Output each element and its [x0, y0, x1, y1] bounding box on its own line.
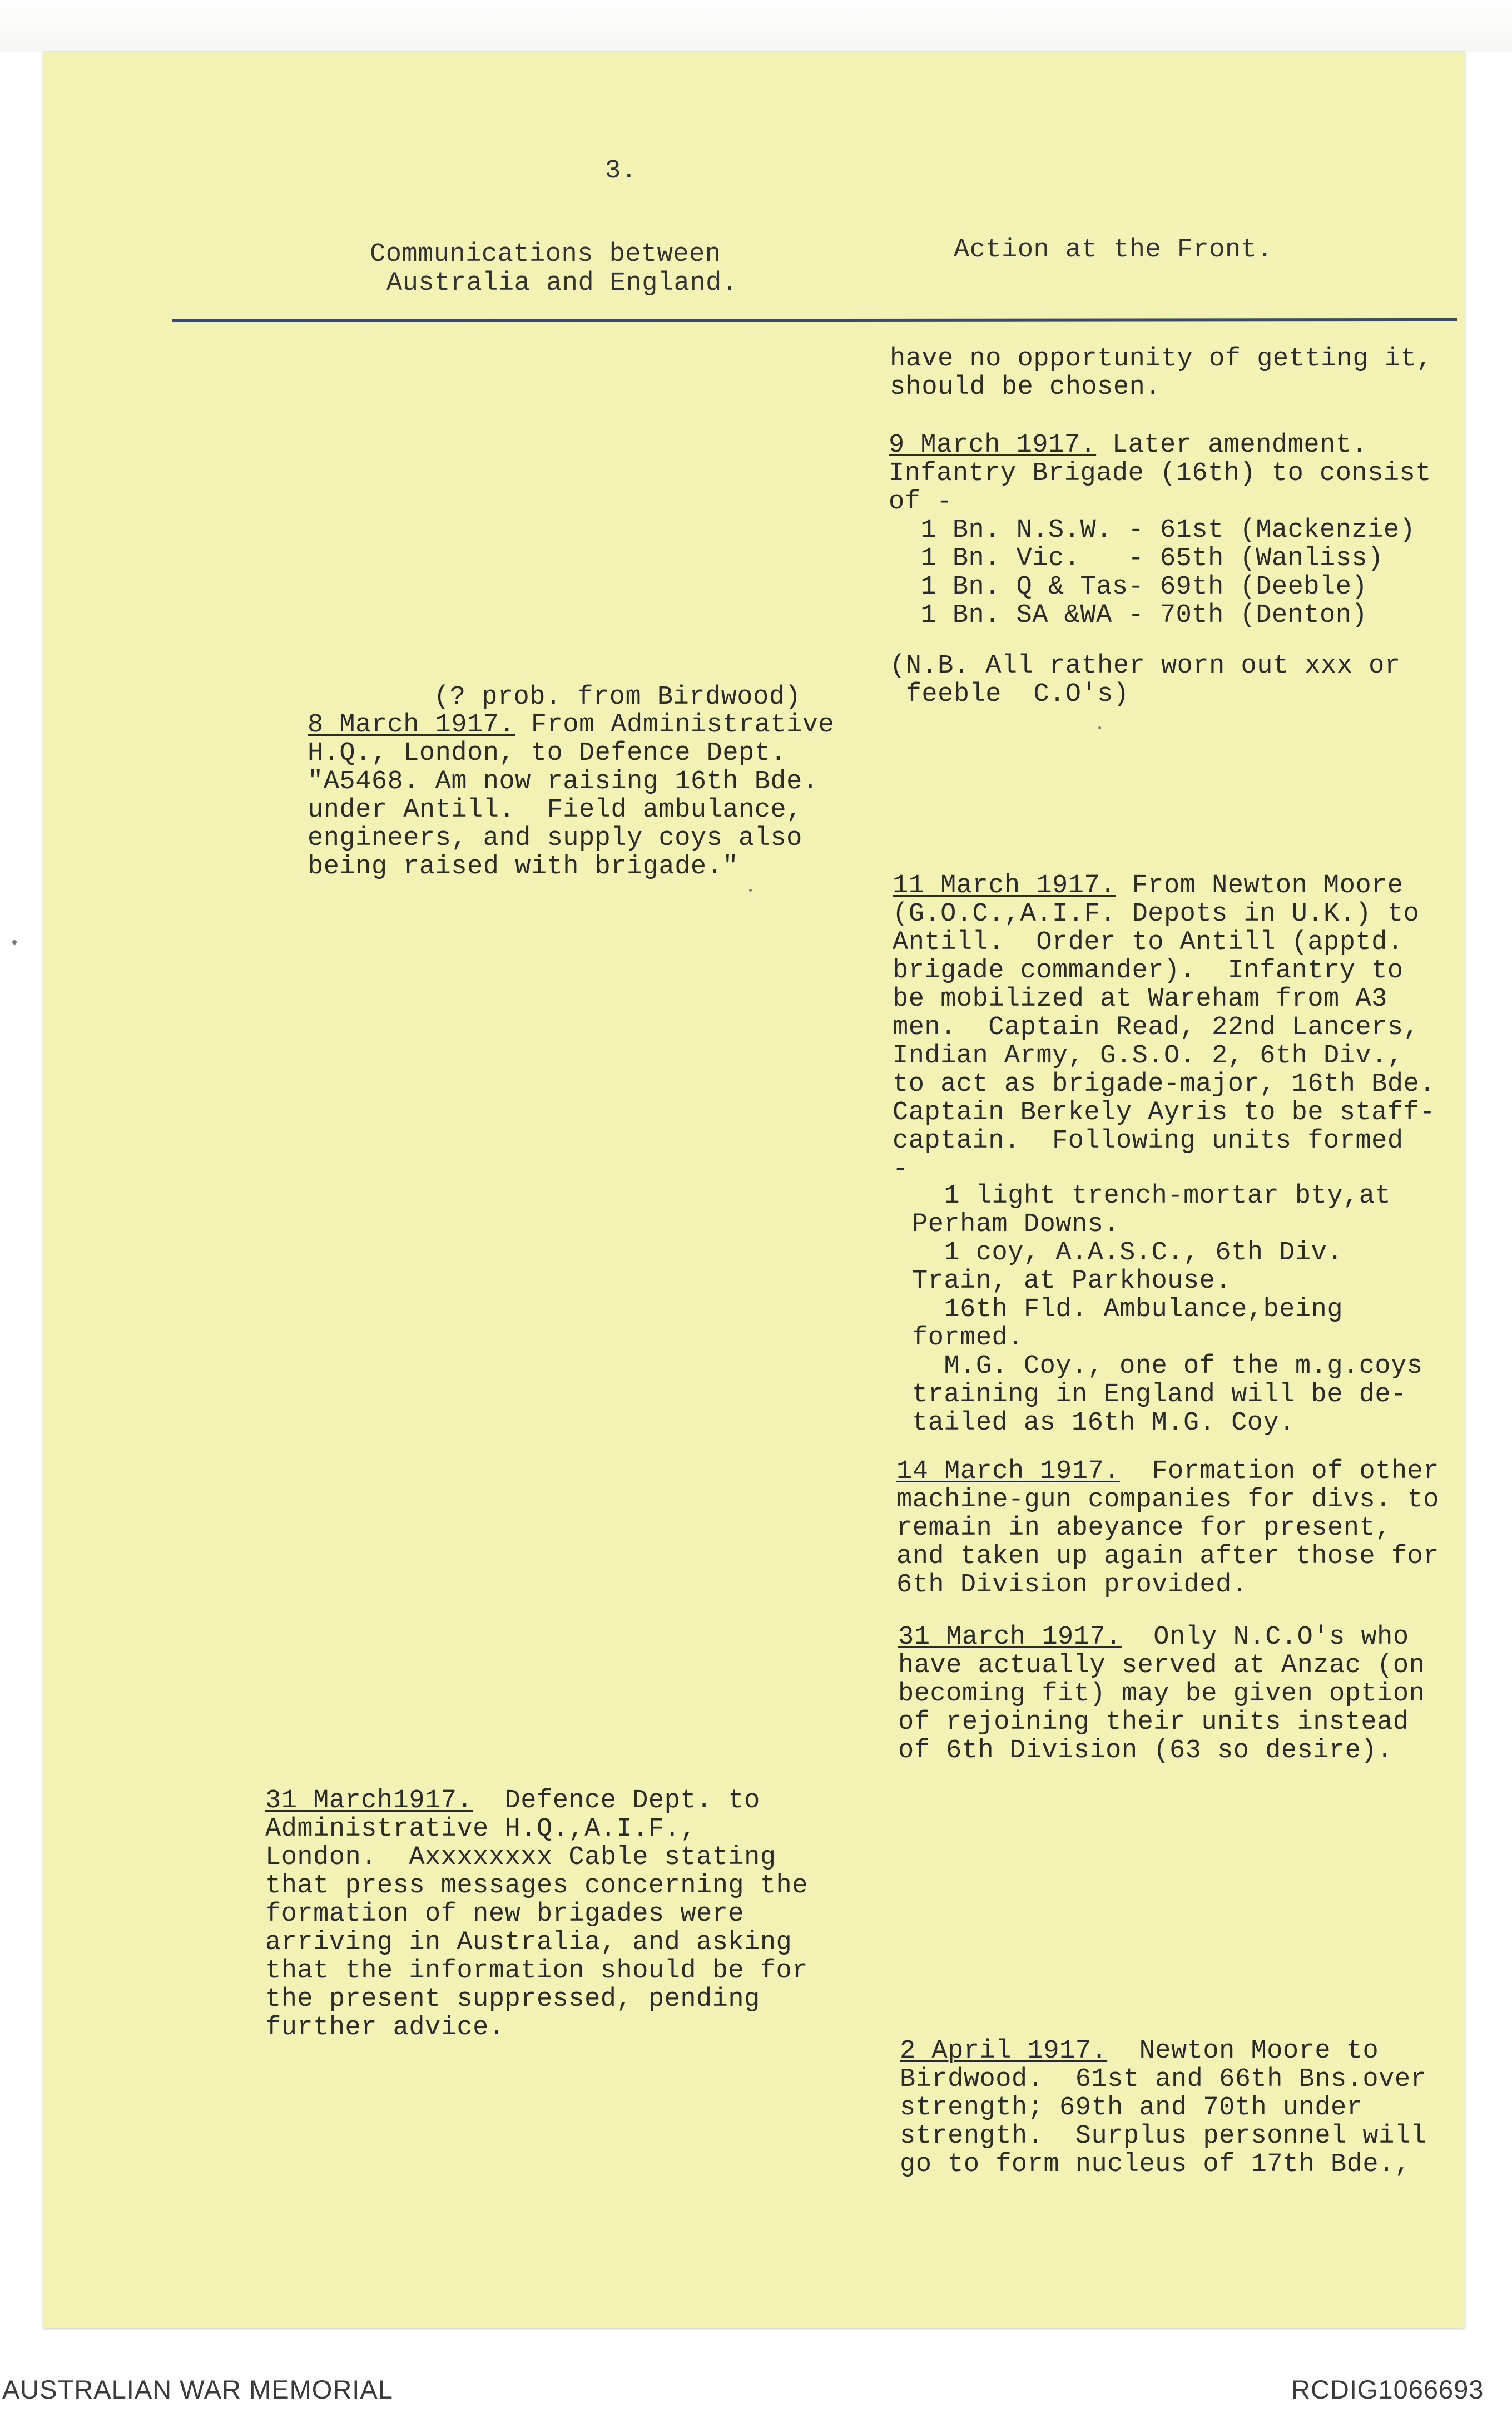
- text-line: "A5468. Am now raising 16th Bde.: [308, 767, 819, 797]
- text-line: engineers, and supply coys also: [308, 824, 802, 853]
- text-line: Captain Berkely Ayris to be staff-: [893, 1098, 1435, 1128]
- attribution-note: (? prob. from Birdwood): [434, 683, 801, 712]
- left-column-header-line1: Communications between: [370, 240, 721, 269]
- text-line: men. Captain Read, 22nd Lancers,: [893, 1013, 1420, 1042]
- entry-first-text: Formation of other: [1119, 1457, 1439, 1486]
- text-line: have no opportunity of getting it,: [890, 344, 1432, 374]
- entry-first-text: Defence Dept. to: [473, 1786, 760, 1816]
- entry-first-line: [893, 872, 1435, 900]
- scan-speck: [12, 940, 17, 945]
- text-line: -: [893, 1155, 909, 1184]
- unit-line: 16th Fld. Ambulance,being: [912, 1295, 1344, 1324]
- unit-line: Train, at Parkhouse.: [912, 1267, 1232, 1296]
- entry-2-april-1917: [900, 2037, 1426, 2179]
- text-line: have actually served at Anzac (on: [898, 1651, 1425, 1680]
- text-line: Birdwood. 61st and 66th Bns.over: [900, 2065, 1427, 2094]
- text-line: of 6th Division (63 so desire).: [898, 1736, 1393, 1766]
- text-line: formation of new brigades were: [265, 1900, 745, 1929]
- text-line: H.Q., London, to Defence Dept.: [308, 739, 787, 768]
- text-line: further advice.: [265, 2013, 505, 2043]
- text-line: feeble C.O's): [890, 680, 1129, 709]
- battalion-line: 1 Bn. N.S.W. - 61st (Mackenzie): [889, 516, 1416, 545]
- entry-date: 31 March1917.: [265, 1786, 473, 1816]
- entry-date: 31 March 1917.: [898, 1623, 1122, 1652]
- entry-first-line: [900, 2037, 1426, 2065]
- battalion-line: 1 Bn. SA &WA - 70th (Denton): [889, 601, 1368, 630]
- unit-line: 1 coy, A.A.S.C., 6th Div.: [912, 1238, 1344, 1268]
- text-line: that the information should be for: [265, 1956, 808, 1986]
- text-line: brigade commander). Infantry to: [893, 956, 1404, 986]
- unit-line: formed.: [912, 1323, 1024, 1353]
- scan-speck: [749, 889, 752, 892]
- entry-first-line: [896, 1457, 1439, 1486]
- text-line: becoming fit) may be given option: [898, 1679, 1425, 1709]
- entry-first-line: [308, 711, 834, 739]
- entry-11-march-1917: [893, 872, 1435, 1184]
- battalion-line: 1 Bn. Vic. - 65th (Wanliss): [889, 544, 1384, 573]
- right-continuation: [890, 345, 1432, 402]
- entry-first-text: Only N.C.O's who: [1121, 1623, 1409, 1652]
- text-line: Indian Army, G.S.O. 2, 6th Div.,: [893, 1041, 1404, 1071]
- entry-date: 8 March 1917.: [308, 710, 515, 740]
- left-column-header-line2: Australia and England.: [386, 269, 738, 298]
- note-worn-out-cos: [890, 652, 1401, 709]
- text-line: to act as brigade-major, 16th Bde.: [893, 1070, 1435, 1099]
- entry-first-text: Newton Moore to: [1107, 2036, 1379, 2066]
- unit-line: Perham Downs.: [912, 1210, 1120, 1239]
- unit-line: 1 light trench-mortar bty,at: [912, 1181, 1391, 1211]
- text-line: (N.B. All rather worn out xxx or: [890, 651, 1401, 681]
- entry-9-march-1917: [889, 431, 1431, 630]
- entry-first-text: Later amendment.: [1096, 431, 1368, 460]
- text-line: of rejoining their units instead: [898, 1708, 1409, 1737]
- text-line: being raised with brigade.": [308, 852, 739, 882]
- text-line: arriving in Australia, and asking: [265, 1928, 792, 1957]
- text-line: strength. Surplus personnel will: [900, 2122, 1427, 2151]
- text-line: be mobilized at Wareham from A3: [893, 985, 1387, 1014]
- unit-line: tailed as 16th M.G. Coy.: [912, 1408, 1295, 1438]
- entry-first-text: From Administrative: [515, 710, 835, 740]
- page-number: 3.: [605, 156, 637, 186]
- text-line: (G.O.C.,A.I.F. Depots in U.K.) to: [893, 899, 1420, 929]
- text-line: strength; 69th and 70th under: [900, 2093, 1363, 2123]
- text-line: should be chosen.: [890, 373, 1161, 402]
- entry-31-march-1917-left: [265, 1787, 808, 2042]
- text-line: the present suppressed, pending: [265, 1985, 760, 2014]
- unit-line: M.G. Coy., one of the m.g.coys: [912, 1352, 1423, 1381]
- text-line: Infantry Brigade (16th) to consist: [889, 459, 1431, 488]
- scan-top-margin: [0, 0, 1512, 52]
- text-line: Antill. Order to Antill (apptd.: [893, 928, 1404, 957]
- entry-8-march-1917: [308, 711, 834, 881]
- text-line: machine-gun companies for divs. to: [896, 1485, 1439, 1515]
- entry-14-march-1917: [896, 1457, 1439, 1599]
- scan-speck: [1098, 726, 1101, 729]
- text-line: Administrative H.Q.,A.I.F.,: [265, 1814, 697, 1844]
- entry-first-text: From Newton Moore: [1116, 871, 1404, 901]
- entry-first-line: [889, 431, 1431, 459]
- entry-first-line: [898, 1623, 1425, 1651]
- entry-31-march-1917-right: [898, 1623, 1425, 1765]
- battalion-line: 1 Bn. Q & Tas- 69th (Deeble): [889, 572, 1368, 602]
- text-line: and taken up again after those for: [896, 1542, 1439, 1571]
- footer-institution: AUSTRALIAN WAR MEMORIAL: [2, 2375, 393, 2404]
- footer-record-id: RCDIG1066693: [1291, 2375, 1484, 2404]
- entry-first-line: [265, 1787, 808, 1815]
- entry-date: 2 April 1917.: [900, 2036, 1108, 2066]
- text-line: that press messages concerning the: [265, 1871, 808, 1901]
- entry-date: 11 March 1917.: [893, 871, 1116, 901]
- text-line: go to form nucleus of 17th Bde.,: [900, 2150, 1411, 2179]
- text-line: under Antill. Field ambulance,: [308, 795, 802, 825]
- unit-line: training in England will be de-: [912, 1380, 1407, 1410]
- text-line: 6th Division provided.: [896, 1570, 1248, 1600]
- entry-date: 9 March 1917.: [889, 431, 1097, 460]
- right-column-header: Action at the Front.: [954, 235, 1273, 265]
- text-line: captain. Following units formed: [893, 1126, 1404, 1156]
- units-formed-list: [912, 1182, 1423, 1437]
- text-line: of -: [889, 487, 953, 517]
- text-line: remain in abeyance for present,: [896, 1514, 1391, 1543]
- entry-date: 14 March 1917.: [896, 1457, 1120, 1486]
- text-line: London. Axxxxxxxx Cable stating: [265, 1843, 776, 1872]
